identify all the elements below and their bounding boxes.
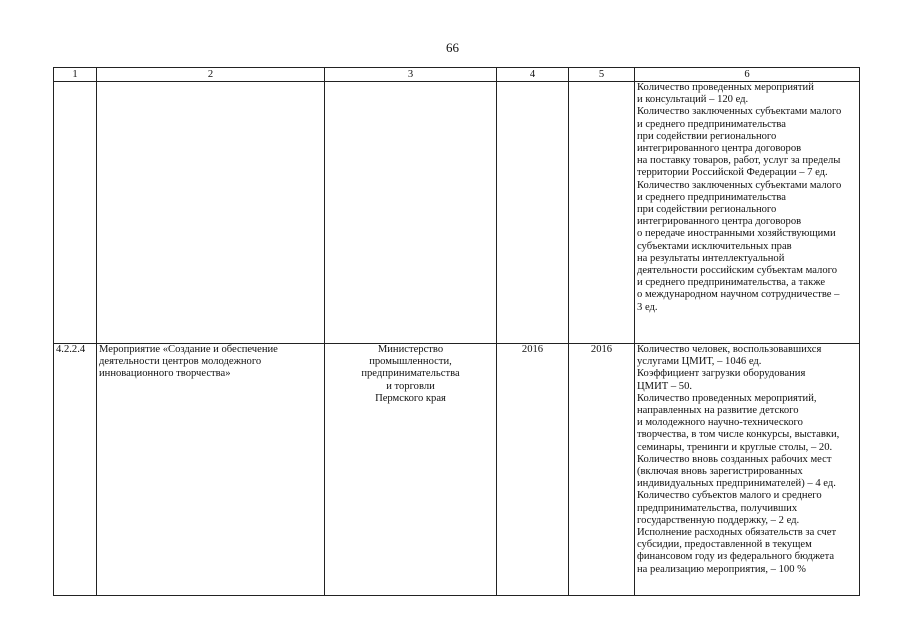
cell-indicators-line: и молодежного научно-технического <box>637 417 803 429</box>
cell-indicators <box>635 82 860 344</box>
cell-activity-name-line: деятельности центров молодежного <box>99 356 262 368</box>
cell-executor <box>325 82 497 344</box>
header-col-5: 5 <box>569 68 635 82</box>
cell-code: 4.2.2.4 <box>54 344 97 596</box>
cell-indicators-line: субъектами исключительных прав <box>637 240 792 252</box>
cell-executor-line: промышленности, <box>369 356 452 368</box>
cell-indicators-line: финансовом году из федерального бюджета <box>637 551 835 563</box>
cell-executor-line: предпринимательства <box>361 368 460 380</box>
cell-indicators-line: Коэффициент загрузки оборудования <box>637 368 806 380</box>
cell-indicators-line: услугами ЦМИТ, – 1046 ед. <box>637 356 762 368</box>
cell-indicators-line: государственную поддержку, – 2 ед. <box>637 514 800 526</box>
cell-activity-name <box>97 82 325 344</box>
table-header-row <box>54 68 860 82</box>
cell-indicators-line: и среднего предпринимательства, а также <box>637 277 826 289</box>
cell-indicators-line: и консультаций – 120 ед. <box>637 94 749 106</box>
cell-indicators-line: предпринимательства, получивших <box>637 502 798 514</box>
cell-indicators <box>635 344 860 596</box>
cell-executor-line: Пермского края <box>375 392 446 404</box>
cell-start-year <box>497 82 569 344</box>
page-number: 66 <box>446 40 459 55</box>
cell-indicators-line: и среднего предпринимательства <box>637 191 786 203</box>
cell-indicators-line: (включая вновь зарегистрированных <box>637 466 803 478</box>
cell-indicators-line: творчества, в том числе конкурсы, выставки, <box>637 429 840 441</box>
cell-indicators-line: Количество вновь созданных рабочих мест <box>637 453 832 465</box>
header-col-6: 6 <box>635 68 860 82</box>
cell-indicators-line: индивидуальных предпринимателей) – 4 ед. <box>637 478 836 490</box>
cell-indicators-line: на поставку товаров, работ, услуг за пределы <box>637 155 841 167</box>
cell-indicators-line: о международном научном сотрудничестве – <box>637 289 840 301</box>
cell-indicators-line: Количество проведенных мероприятий <box>637 82 814 93</box>
cell-indicators-line: Количество заключенных субъектами малого <box>637 179 842 191</box>
cell-indicators-line: субсидии, предоставленной в текущем <box>637 539 812 551</box>
table-row <box>54 82 860 344</box>
cell-indicators-line: территории Российской Федерации – 7 ед. <box>637 167 828 179</box>
cell-indicators-line: ЦМИТ – 50. <box>637 380 693 392</box>
header-col-4: 4 <box>497 68 569 82</box>
cell-indicators-line: семинары, тренинги и круглые столы, – 20. <box>637 441 833 453</box>
cell-start-year: 2016 <box>497 344 569 596</box>
cell-activity-name-line: Мероприятие «Создание и обеспечение <box>99 344 278 355</box>
cell-indicators-line: на реализацию мероприятия, – 100 % <box>637 563 806 575</box>
header-col-2: 2 <box>97 68 325 82</box>
cell-indicators-line: Исполнение расходных обязательств за счет <box>637 527 837 539</box>
table-row <box>54 344 860 596</box>
cell-indicators-line: и среднего предпринимательства <box>637 118 786 130</box>
program-table <box>53 67 860 596</box>
cell-indicators-line: на результаты интеллектуальной <box>637 252 785 264</box>
cell-executor-line: и торговли <box>386 380 435 392</box>
cell-activity-name <box>97 344 325 596</box>
cell-indicators-line: Количество субъектов малого и среднего <box>637 490 822 502</box>
cell-indicators-line: деятельности российским субъектам малого <box>637 265 837 277</box>
cell-indicators-line: Количество человек, воспользовавшихся <box>637 344 822 355</box>
cell-code <box>54 82 97 344</box>
cell-indicators-line: при содействии регионального <box>637 130 777 142</box>
cell-end-year <box>569 82 635 344</box>
cell-indicators-line: 3 ед. <box>637 301 658 313</box>
cell-indicators-line: о передаче иностранными хозяйствующими <box>637 228 836 240</box>
cell-indicators-line: при содействии регионального <box>637 204 777 216</box>
cell-indicators-line: интегрированного центра договоров <box>637 216 802 228</box>
header-col-3: 3 <box>325 68 497 82</box>
cell-indicators-line: Количество заключенных субъектами малого <box>637 106 842 118</box>
cell-indicators-line: Количество проведенных мероприятий, <box>637 392 817 404</box>
cell-end-year: 2016 <box>569 344 635 596</box>
cell-activity-name-line: инновационного творчества» <box>99 368 231 380</box>
cell-executor <box>325 344 497 596</box>
cell-executor-line: Министерство <box>377 344 444 355</box>
cell-indicators-line: интегрированного центра договоров <box>637 143 802 155</box>
header-col-1: 1 <box>54 68 97 82</box>
cell-indicators-line: направленных на развитие детского <box>637 405 799 417</box>
